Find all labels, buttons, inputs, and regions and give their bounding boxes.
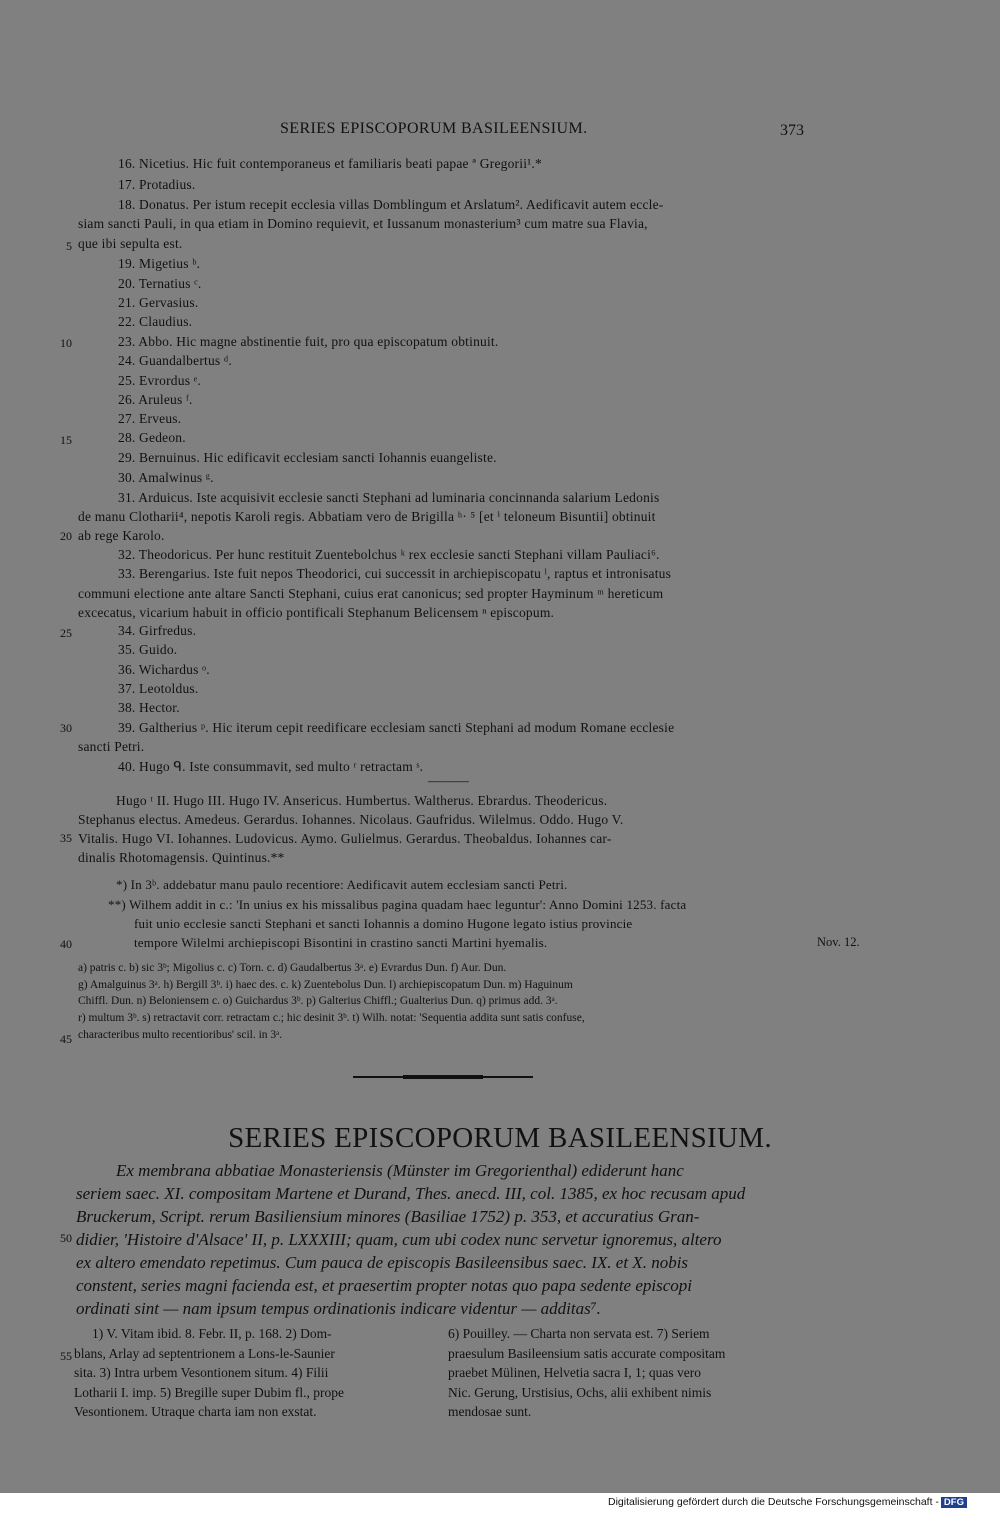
list-line: 40. Hugo ᑫ. Iste consummavit, sed multo ʳ retractam ˢ. [118, 759, 424, 774]
list-line: 24. Guandalbertus ᵈ. [118, 353, 232, 368]
star-note-line: fuit unio ecclesie sancti Stephani et sancti Iohannis a domino Hugone legato istius provincie [134, 916, 633, 931]
footnote-left-line: Vesontionem. Utraque charta iam non exstat. [74, 1404, 317, 1419]
footnote-right-line: praebet Mülinen, Helvetia sacra I, 1; quas vero [448, 1365, 702, 1380]
intro-line: didier, 'Histoire d'Alsace' II, p. LXXXIII; quam, cum ubi codex nunc servetur ignoremus, altero [76, 1230, 722, 1249]
list-line: 32. Theodoricus. Per hunc restituit Zuentebolchus ᵏ rex ecclesie sancti Stephani villam Pauliaci⁶. [118, 547, 660, 562]
footnote-right-line: mendosae sunt. [448, 1404, 532, 1419]
list-line: communi electione ante altare Sancti Stephani, cuius erat canonicus; sed propter Hayminum ᵐ hereticum [78, 586, 664, 601]
section-title: SERIES EPISCOPORUM BASILEENSIUM. [228, 1122, 772, 1154]
list-line: que ibi sepulta est. [78, 236, 183, 251]
intro-line: seriem saec. XI. compositam Martene et Durand, Thes. anecd. III, col. 1385, ex hoc recusam apud [76, 1184, 746, 1203]
footnote-right-line: 6) Pouilley. — Charta non servata est. 7) Seriem [448, 1326, 710, 1341]
line-number: 55 [60, 1349, 72, 1363]
line-number: 10 [60, 336, 72, 350]
footnote-left-line: blans, Arlay ad septentrionem a Lons-le-Saunier [74, 1346, 335, 1361]
list-line: 37. Leotoldus. [118, 681, 199, 696]
list-line: 30. Amalwinus ᵍ. [118, 470, 214, 485]
variant-note-line: g) Amalguinus 3ᵃ. h) Bergill 3ᵇ. i) haec des. c. k) Zuentebolus Dun. l) archiepiscopatum Dun. m) Haguinum [78, 979, 573, 991]
line-number: 40 [60, 937, 72, 951]
running-header: SERIES EPISCOPORUM BASILEENSIUM. [280, 120, 588, 137]
line-number: 20 [60, 529, 72, 543]
list-line: 27. Erveus. [118, 411, 182, 426]
list-line: 20. Ternatius ᶜ. [118, 276, 202, 291]
ornamental-rule-center [403, 1075, 483, 1079]
dfg-credit-text: Digitalisierung gefördert durch die Deutsche Forschungsgemeinschaft - [608, 1496, 939, 1508]
line-number: 15 [60, 433, 72, 447]
list-line: de manu Clotharii⁴, nepotis Karoli regis. Abbatiam vero de Brigilla ʰ· ⁵ [et ⁱ teloneum Bisuntii] obtinuit [78, 509, 656, 524]
line-number: 50 [60, 1231, 72, 1245]
list-line: 39. Galtherius ᵖ. Hic iterum cepit reedificare ecclesiam sancti Stephani ad modum Romane ecclesie [118, 720, 675, 735]
intro-line: ordinati sint — nam ipsum tempus ordinationis indicare videntur — additas⁷. [76, 1299, 601, 1318]
list-line: 31. Arduicus. Iste acquisivit ecclesie sancti Stephani ad luminaria concinnanda salarium Ledonis [118, 490, 660, 505]
tail-line: dinalis Rhotomagensis. Quintinus.** [78, 850, 285, 865]
list-line: 29. Bernuinus. Hic edificavit ecclesiam sancti Iohannis euangeliste. [118, 450, 497, 465]
list-line: 28. Gedeon. [118, 430, 186, 445]
star-note-line: tempore Wilelmi archiepiscopi Bisontini in crastino sancti Martini hyemalis. [134, 935, 548, 950]
tail-line: Hugo ᵗ II. Hugo III. Hugo IV. Ansericus. Humbertus. Waltherus. Ebrardus. Theodericus. [116, 793, 608, 808]
dfg-logo: DFG [941, 1497, 967, 1508]
list-line: 18. Donatus. Per istum recepit ecclesia villas Domblingum et Arslatum². Aedificavit autem eccle- [118, 197, 664, 212]
intro-line: Ex membrana abbatiae Monasteriensis (Münster im Gregorienthal) ediderunt hanc [116, 1161, 684, 1180]
list-line: 21. Gervasius. [118, 295, 199, 310]
intro-line: constent, series magni facienda est, et praesertim propter notas quo papa sedente episcopi [76, 1276, 693, 1295]
page-number: 373 [780, 122, 804, 139]
footnote-left-line: Lotharii I. imp. 5) Bregille super Dubim fl., prope [74, 1385, 344, 1400]
variant-note-line: characteribus multo recentioribus' scil. in 3ᵃ. [78, 1029, 283, 1041]
list-line: 19. Migetius ᵇ. [118, 256, 201, 271]
list-line: 25. Evrordus ᵉ. [118, 373, 201, 388]
list-line: 16. Nicetius. Hic fuit contemporaneus et familiaris beati papae ª Gregorii¹.* [118, 156, 542, 171]
variant-note-line: r) multum 3ᵇ. s) retractavit corr. retractam c.; hic desinit 3ᵇ. t) Wilh. notat: 'Sequentia addita sunt satis confuse, [78, 1012, 585, 1024]
intro-line: Bruckerum, Script. rerum Basiliensium minores (Basiliae 1752) p. 353, et accuratius Gran- [76, 1207, 700, 1226]
line-number: 25 [60, 626, 72, 640]
variant-note-line: a) patris c. b) sic 3ᵇ; Migolius c. c) Torn. c. d) Gaudalbertus 3ᵃ. e) Evrardus Dun. f) Aur. Dun. [78, 962, 507, 974]
dfg-credit [608, 1496, 967, 1508]
separator: ——— [428, 773, 470, 788]
list-line: 36. Wichardus ᵒ. [118, 662, 210, 677]
star-note-line: **) Wilhem addit in c.: 'In unius ex his missalibus pagina quadam haec leguntur': Anno Domini 1253. facta [108, 897, 687, 912]
list-line: 17. Protadius. [118, 177, 196, 192]
list-line: 35. Guido. [118, 642, 178, 657]
variant-note-line: Chiffl. Dun. n) Beloniensem c. o) Guichardus 3ᵇ. p) Galterius Chiffl.; Gualterius Dun. q) primus add. 3ᵃ. [78, 995, 558, 1007]
tail-line: Stephanus electus. Amedeus. Gerardus. Iohannes. Nicolaus. Gaufridus. Wilelmus. Oddo. Hugo V. [78, 812, 624, 827]
line-number: 30 [60, 721, 72, 735]
footnote-right-line: Nic. Gerung, Urstisius, Ochs, alii exhibent nimis [448, 1385, 712, 1400]
list-line: excecatus, vicarium habuit in officio pontificali Stephanum Belicensem ⁿ episcopum. [78, 605, 555, 620]
list-line: 23. Abbo. Hic magne abstinentie fuit, pro qua episcopatum obtinuit. [118, 334, 499, 349]
list-line: 34. Girfredus. [118, 623, 197, 638]
list-line: siam sancti Pauli, in qua etiam in Domino requievit, et Iussanum monasterium³ cum matre sua Flavia, [78, 216, 648, 231]
margin-date: Nov. 12. [817, 935, 860, 949]
intro-line: ex altero emendato repetimus. Cum pauca de episcopis Basileensibus saec. IX. et X. nobis [76, 1253, 689, 1272]
footnote-left-line: 1) V. Vitam ibid. 8. Febr. II, p. 168. 2) Dom- [92, 1326, 332, 1341]
star-note-line: *) In 3ᵇ. addebatur manu paulo recentiore: Aedificavit autem ecclesiam sancti Petri. [116, 877, 568, 892]
list-line: ab rege Karolo. [78, 528, 165, 543]
list-line: 33. Berengarius. Iste fuit nepos Theodorici, cui successit in archiepiscopatu ˡ, raptus et intronisatus [118, 566, 672, 581]
line-number: 45 [60, 1032, 72, 1046]
tail-line: Vitalis. Hugo VI. Iohannes. Ludovicus. Aymo. Gulielmus. Gerardus. Theobaldus. Iohannes car- [78, 831, 612, 846]
list-line: 22. Claudius. [118, 314, 193, 329]
list-line: sancti Petri. [78, 739, 145, 754]
line-number: 5 [66, 239, 72, 253]
footnote-left-line: sita. 3) Intra urbem Vesontionem situm. 4) Filii [74, 1365, 329, 1380]
list-line: 38. Hector. [118, 700, 180, 715]
list-line: 26. Aruleus ᶠ. [118, 392, 193, 407]
footnote-right-line: praesulum Basileensium satis accurate compositam [448, 1346, 726, 1361]
line-number: 35 [60, 831, 72, 845]
